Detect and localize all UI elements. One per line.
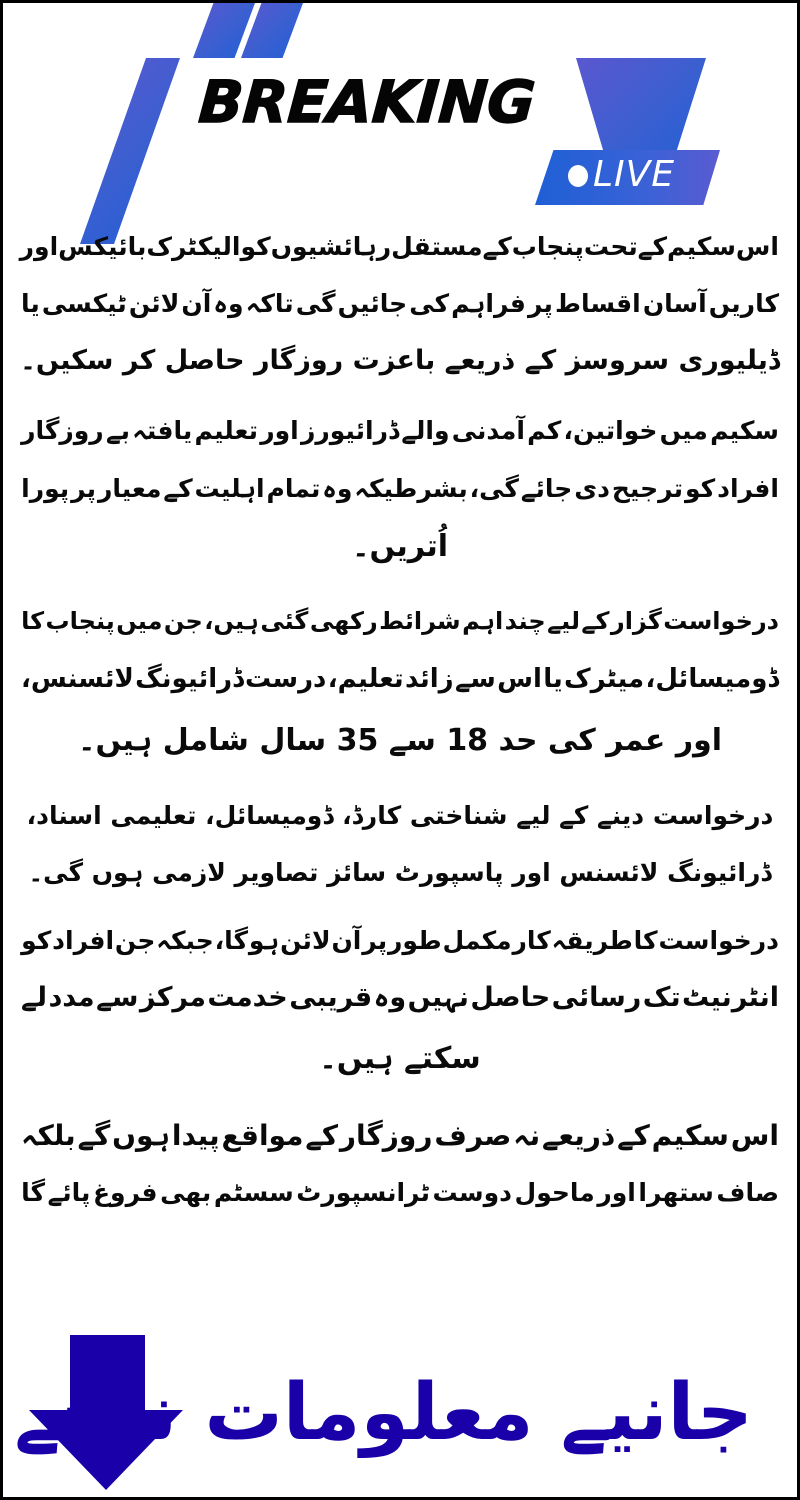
paragraph-2-line-1 xyxy=(21,403,779,459)
word: ہیں، xyxy=(204,607,259,635)
word: کے xyxy=(581,607,610,635)
paragraph-3-line-1 xyxy=(21,593,779,649)
word: اس xyxy=(497,664,542,694)
word: لے xyxy=(21,982,47,1013)
word: نہیں xyxy=(407,982,469,1013)
word: انٹرنیٹ xyxy=(682,982,779,1013)
word: تمام xyxy=(266,474,321,503)
word: بشرطیکہ xyxy=(354,474,468,503)
word: درخواست xyxy=(663,607,779,635)
live-dot-icon xyxy=(568,165,588,187)
word: پورا xyxy=(21,474,70,503)
word: صاف xyxy=(716,1178,779,1207)
word: اقساط xyxy=(555,289,641,318)
word: فروغ xyxy=(92,1178,158,1207)
word: کے xyxy=(163,474,193,503)
word: مکمل xyxy=(442,926,512,955)
word: پنجاب xyxy=(511,232,584,261)
word: درخواست xyxy=(658,926,779,955)
word: ترجیح xyxy=(611,474,684,503)
word: صرف xyxy=(434,1119,512,1152)
paragraph-6-line-1 xyxy=(21,1108,779,1164)
word: ذریعے xyxy=(542,1119,616,1152)
word: یا xyxy=(543,664,563,694)
word: کی xyxy=(409,289,450,318)
word: ڈرائیورز xyxy=(300,416,400,445)
word: ہوں xyxy=(112,1119,171,1152)
word: سے xyxy=(454,664,496,694)
word: پر xyxy=(362,926,388,955)
paragraph-1-line-2 xyxy=(21,276,779,332)
word: جائیں xyxy=(337,289,408,318)
word: لائن xyxy=(280,926,331,955)
word: افراد xyxy=(52,926,115,955)
word: پیدا xyxy=(171,1119,220,1152)
word: نہ xyxy=(513,1119,541,1152)
word: تک xyxy=(642,982,681,1013)
paragraph-6-line-2 xyxy=(21,1165,779,1221)
paragraph-4-line-2: ڈرائیونگ لائسنس اور پاسپورٹ سائز تصاویر لازمی ہوں گی۔ xyxy=(28,858,772,887)
word: کا xyxy=(633,926,658,955)
paragraph-5-line-2 xyxy=(21,970,779,1026)
word: ڈرائیونگ xyxy=(135,664,244,694)
word: یا xyxy=(21,289,40,318)
word: مواقع xyxy=(221,1119,304,1152)
word: جن xyxy=(114,926,156,955)
word: اس xyxy=(735,232,779,261)
paragraph-3-line-2 xyxy=(21,651,779,707)
word: رکھی xyxy=(309,607,378,635)
word: الیکٹرک xyxy=(146,232,241,261)
word: کم xyxy=(527,416,562,445)
word: گزار xyxy=(610,607,662,635)
word: اس xyxy=(730,1119,779,1152)
word: کے xyxy=(305,1119,339,1152)
word: مدد xyxy=(48,982,95,1013)
word: ماحول xyxy=(514,1178,595,1207)
breaking-news-card xyxy=(3,3,797,1497)
word: آن xyxy=(181,289,212,318)
word: مرکز xyxy=(139,982,206,1013)
word: سکیم xyxy=(710,416,779,445)
word: رہائشیوں xyxy=(270,232,392,261)
word: قریبی xyxy=(289,982,373,1013)
word: تاکہ xyxy=(245,289,294,318)
word: وہ xyxy=(322,474,353,503)
word: والے xyxy=(401,416,450,445)
word: لائن xyxy=(128,289,180,318)
paragraph-5-line-3: سکتے ہیں۔ xyxy=(319,1041,481,1076)
word: افراد xyxy=(717,474,779,503)
word: پنجاب xyxy=(45,607,115,635)
word: گی، xyxy=(469,474,519,503)
word: درست xyxy=(245,664,327,694)
word: بھی xyxy=(160,1178,212,1207)
word: بائیکس xyxy=(58,232,147,261)
word: رسائی xyxy=(551,982,642,1013)
word: تحت xyxy=(583,232,638,261)
word: گے xyxy=(77,1119,111,1152)
word: جن xyxy=(163,607,203,635)
word: طور xyxy=(388,926,442,955)
word: کا xyxy=(21,607,45,635)
word: کار xyxy=(512,926,551,955)
word: کے xyxy=(637,232,667,261)
word: کاریں xyxy=(708,289,779,318)
word: ڈومیسائل، xyxy=(645,664,779,694)
word: مستقل xyxy=(391,232,483,261)
paragraph-3-line-3: اور عمر کی حد 18 سے 35 سال شامل ہیں۔ xyxy=(77,723,723,758)
word: کو xyxy=(240,232,271,261)
word: آن xyxy=(331,926,362,955)
paragraph-2-line-2 xyxy=(21,461,779,517)
word: خدمت xyxy=(207,982,288,1013)
word: لیے xyxy=(547,607,580,635)
word: خواتین، xyxy=(563,416,658,445)
word: وہ xyxy=(373,982,407,1013)
word: سکیم xyxy=(651,1119,729,1152)
word: ٹرانسپورٹ xyxy=(296,1178,430,1207)
word: کو xyxy=(684,474,716,503)
word: روزگار xyxy=(21,416,104,445)
paragraph-1-line-3: ڈیلیوری سروسز کے ذریعے باعزت روزگار حاصل کر سکیں۔ xyxy=(20,345,780,376)
paragraph-5-line-1 xyxy=(21,913,779,969)
word: اہلیت xyxy=(194,474,265,503)
word: سکیم xyxy=(666,232,736,261)
word: کو xyxy=(21,926,52,955)
word: اور xyxy=(19,232,59,261)
word: میٹرک xyxy=(564,664,645,694)
word: کے xyxy=(617,1119,650,1152)
slash-bar-shape xyxy=(80,58,180,244)
word: ٹیکسی xyxy=(41,289,127,318)
word: چند xyxy=(504,607,546,635)
word: جائے xyxy=(520,474,573,503)
word: جبکہ xyxy=(156,926,214,955)
paragraph-2-line-3: اُتریں۔ xyxy=(351,529,449,564)
word: سے xyxy=(96,982,139,1013)
word: فراہم xyxy=(451,289,526,318)
paragraph-1-line-1 xyxy=(21,219,779,275)
live-label: LIVE xyxy=(593,154,676,195)
cta-label: جانیے معلومات نیچے xyxy=(14,1368,753,1458)
word: گا، xyxy=(214,926,249,955)
word: لائسنس، xyxy=(21,664,134,694)
word: دی xyxy=(574,474,610,503)
word: ہو xyxy=(248,926,280,955)
word: سسٹم xyxy=(213,1178,294,1207)
word: آسان xyxy=(642,289,707,318)
word: تعلیم xyxy=(194,416,258,445)
paragraph-4-line-1: درخواست دینے کے لیے شناختی کارڈ، ڈومیسائل، تعلیمی اسناد، xyxy=(26,801,774,830)
word: کے xyxy=(482,232,512,261)
word: گا xyxy=(21,1178,46,1207)
word: پر xyxy=(71,474,97,503)
word: بلکہ xyxy=(21,1119,76,1152)
word: زائد xyxy=(404,664,454,694)
word: روزگار xyxy=(339,1119,433,1152)
word: پر xyxy=(527,289,553,318)
word: دوست xyxy=(432,1178,512,1207)
breaking-headline: BREAKING xyxy=(196,68,538,136)
word: ستھرا xyxy=(638,1178,714,1207)
word: معیار xyxy=(97,474,162,503)
word: میں xyxy=(116,607,163,635)
word: تعلیم، xyxy=(327,664,404,694)
word: پائے xyxy=(47,1178,91,1207)
word: اور xyxy=(260,416,299,445)
word: آمدنی xyxy=(451,416,525,445)
word: گی xyxy=(295,289,336,318)
word: یافتہ xyxy=(132,416,193,445)
word: اہم xyxy=(462,607,504,635)
word: حاصل xyxy=(470,982,551,1013)
word: اور xyxy=(597,1178,636,1207)
word: وہ xyxy=(213,289,244,318)
word: بے xyxy=(105,416,130,445)
word: شرائط xyxy=(379,607,461,635)
word: طریقہ xyxy=(551,926,633,955)
word: گئی xyxy=(260,607,309,635)
word: میں xyxy=(659,416,708,445)
